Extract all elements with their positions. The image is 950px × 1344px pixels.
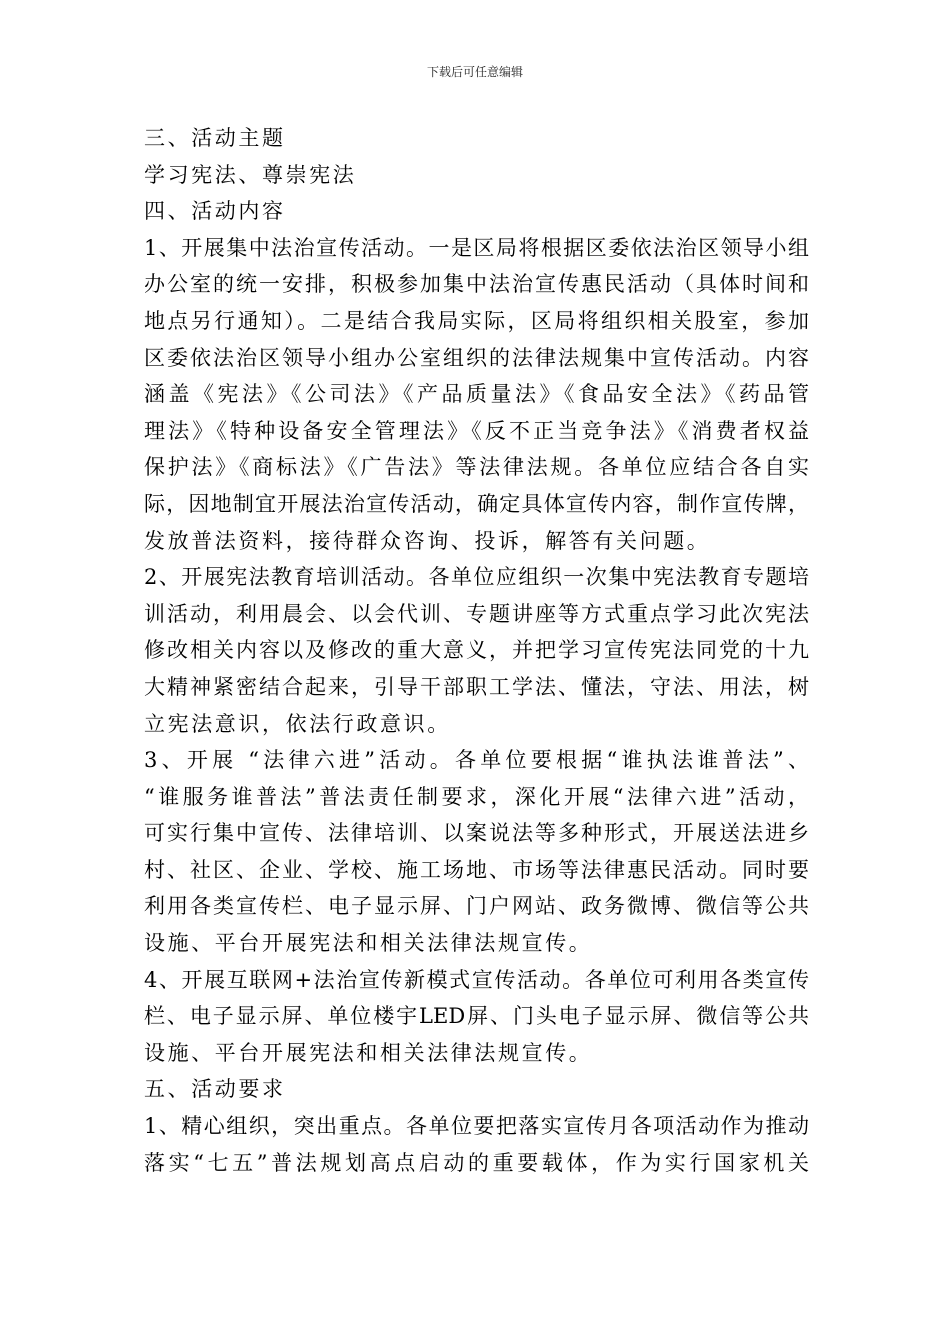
page-header-note: 下载后可任意编辑 [426,65,523,79]
paragraph-line: 可实行集中宣传、法律培训、以案说法等多种形式，开展送法进乡 [144,821,809,846]
paragraph-line: 地点另行通知）。二是结合我局实际，区局将组织相关股室，参加 [144,308,809,333]
paragraph-line: 利用各类宣传栏、电子显示屏、门户网站、政务微博、微信等公共 [144,894,809,919]
paragraph-line: 落实“七五”普法规划高点启动的重要载体，作为实行国家机关 [144,1150,809,1175]
section-heading-requirements: 五、活动要求 [144,1077,286,1102]
paragraph-line: 村、社区、企业、学校、施工场地、市场等法律惠民活动。同时要 [144,857,809,882]
paragraph-line: 立宪法意识，依法行政意识。 [144,711,451,736]
paragraph-line: 大精神紧密结合起来，引导干部职工学法、懂法，守法、用法，树 [144,674,809,699]
paragraph-line: 4、开展互联网+法治宣传新模式宣传活动。各单位可利用各类宣传 [144,967,809,992]
paragraph-line: 栏、电子显示屏、单位楼宇LED屏、门头电子显示屏、微信等公共 [144,1004,809,1029]
paragraph-line: 办公室的统一安排，积极参加集中法治宣传惠民活动（具体时间和 [144,272,809,297]
section-heading-theme: 三、活动主题 [144,126,286,150]
paragraph-line: 设施、平台开展宪法和相关法律法规宣传。 [144,931,593,956]
paragraph-line: 3、开展 “法律六进”活动。各单位要根据“谁执法谁普法”、 [144,748,809,773]
section-heading-content: 四、活动内容 [144,199,286,224]
theme-text: 学习宪法、尊崇宪法 [144,162,357,187]
paragraph-line: “谁服务谁普法”普法责任制要求，深化开展“法律六进”活动， [144,784,809,809]
document-body [144,120,809,1181]
paragraph-line: 理法》《特种设备安全管理法》《反不正当竞争法》《消费者权益 [144,418,809,443]
paragraph-line: 发放普法资料，接待群众咨询、投诉，解答有关问题。 [144,528,711,553]
paragraph-line: 修改相关内容以及修改的重大意义，并把学习宣传宪法同党的十九 [144,638,809,663]
paragraph-line: 涵盖《宪法》《公司法》《产品质量法》《食品安全法》《药品管 [144,382,809,407]
paragraph-line: 际，因地制宜开展法治宣传活动，确定具体宣传内容，制作宣传牌， [144,491,809,516]
paragraph-line: 1、开展集中法治宣传活动。一是区局将根据区委依法治区领导小组 [144,235,809,260]
paragraph-line: 训活动，利用晨会、以会代训、专题讲座等方式重点学习此次宪法 [144,601,809,626]
paragraph-line: 保护法》《商标法》《广告法》等法律法规。各单位应结合各自实 [144,455,809,480]
paragraph-line: 1、精心组织，突出重点。各单位要把落实宣传月各项活动作为推动 [144,1114,809,1139]
paragraph-line: 2、开展宪法教育培训活动。各单位应组织一次集中宪法教育专题培 [144,565,809,590]
paragraph-line: 区委依法治区领导小组办公室组织的法律法规集中宣传活动。内容 [144,345,809,370]
paragraph-line: 设施、平台开展宪法和相关法律法规宣传。 [144,1040,593,1065]
